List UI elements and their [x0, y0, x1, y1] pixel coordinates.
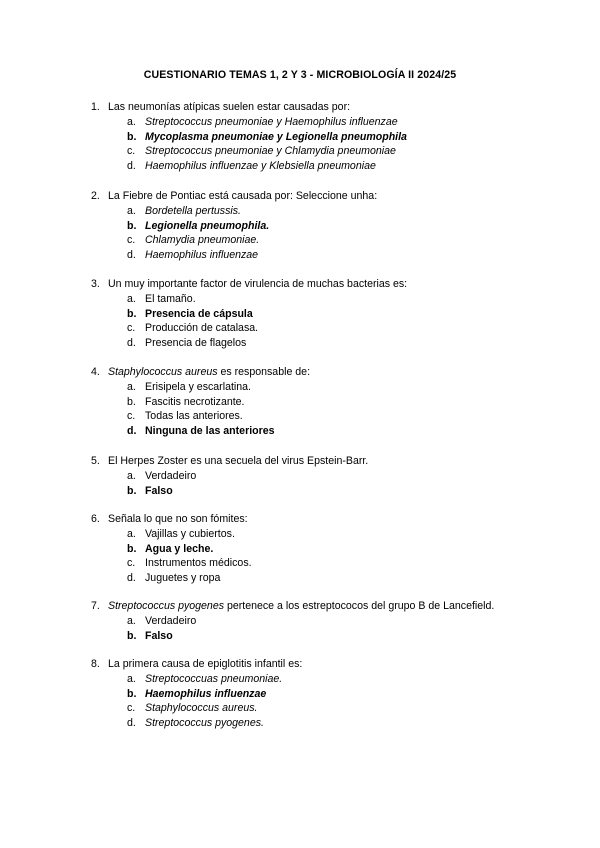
question-text-part: Streptococcus pyogenes [108, 600, 225, 612]
answer-option [91, 701, 551, 716]
option-text: Presencia de flagelos [145, 336, 247, 349]
question-text-part: Staphylococcus aureus [108, 366, 218, 378]
option-text: Falso [145, 484, 173, 497]
option-text: Fascitis necrotizante. [145, 395, 245, 408]
option-letter: b. [127, 307, 137, 320]
option-letter: a. [127, 673, 136, 685]
question-stem [91, 599, 551, 614]
question-text-part: Un muy importante factor de virulencia de muchas bacterias es: [108, 278, 408, 290]
option-text: Producción de catalasa. [145, 322, 259, 335]
document-title: CUESTIONARIO TEMAS 1, 2 Y 3 - MICROBIOLOGÍA II 2024/25 [143, 69, 457, 81]
option-text: Haemophilus influenzae y Klebsiella pneumoniae [145, 159, 376, 172]
option-letter: c. [127, 234, 136, 247]
question-stem [91, 365, 551, 380]
option-letter: c. [127, 145, 136, 158]
option-text: Haemophilus influenzae [145, 248, 259, 261]
option-letter: b. [127, 687, 137, 700]
answer-option [91, 672, 551, 687]
question-1 [91, 100, 551, 173]
option-text: Bordetella pertussis. [145, 205, 241, 217]
answer-option-correct [91, 424, 551, 439]
option-letter: d. [127, 159, 136, 172]
question-number: 5. [91, 455, 100, 467]
question-number: 1. [91, 101, 100, 113]
question-3 [91, 277, 551, 350]
question-stem [91, 454, 551, 469]
question-stem [91, 189, 551, 204]
option-text: Haemophilus influenzae [145, 687, 267, 700]
question-stem [91, 512, 551, 527]
answer-option-correct [91, 130, 551, 145]
answer-option [91, 527, 551, 542]
option-letter: c. [127, 322, 136, 335]
question-text-part: La primera causa de epiglotitis infantil es: [108, 658, 303, 670]
answer-option [91, 571, 551, 586]
option-text: Verdadeiro [145, 615, 197, 627]
question-2 [91, 189, 551, 262]
option-letter: b. [127, 219, 137, 232]
option-text: Streptococcuas pneumoniae. [145, 673, 283, 685]
answer-option [91, 409, 551, 424]
option-text: Todas las anteriores. [145, 410, 243, 423]
option-text: Falso [145, 629, 173, 642]
option-text: Vajillas y cubiertos. [145, 528, 235, 540]
question-text [108, 277, 407, 292]
answer-option-correct [91, 307, 551, 322]
question-number: 8. [91, 658, 100, 670]
answer-option-correct [91, 219, 551, 234]
option-letter: d. [127, 571, 136, 584]
question-number: 6. [91, 513, 100, 525]
question-text-part: La Fiebre de Pontiac está causada por: Seleccione unha: [108, 190, 378, 202]
option-letter: b. [127, 395, 136, 408]
question-text [108, 599, 494, 614]
question-stem [91, 657, 551, 672]
option-letter: d. [127, 248, 136, 261]
question-5 [91, 454, 551, 498]
answer-option [91, 115, 551, 130]
answer-option [91, 336, 551, 351]
option-letter: b. [127, 484, 137, 497]
option-letter: c. [127, 410, 136, 423]
question-text [108, 657, 302, 672]
option-text: Staphylococcus aureus. [145, 702, 258, 715]
question-text-part: Las neumonías atípicas suelen estar causadas por: [108, 101, 351, 113]
answer-option [91, 321, 551, 336]
answer-option [91, 614, 551, 629]
option-text: Ninguna de las anteriores [145, 424, 275, 437]
answer-option [91, 292, 551, 307]
option-letter: c. [127, 702, 136, 715]
option-letter: a. [127, 528, 136, 540]
question-text [108, 365, 310, 380]
answer-option [91, 380, 551, 395]
question-8 [91, 657, 551, 730]
option-letter: a. [127, 116, 136, 128]
option-text: Agua y leche. [145, 542, 214, 555]
answer-option [91, 395, 551, 410]
question-text-part: pertenece a los estreptococos del grupo B de Lancefield. [224, 600, 495, 612]
question-number: 7. [91, 600, 100, 612]
question-stem [91, 277, 551, 292]
question-number: 4. [91, 366, 100, 378]
option-text: Streptococcus pneumoniae y Chlamydia pneumoniae [145, 145, 396, 158]
question-6 [91, 512, 551, 585]
question-text [108, 454, 368, 469]
option-text: Presencia de cápsula [145, 307, 253, 320]
question-number: 2. [91, 190, 100, 202]
question-7 [91, 599, 551, 643]
answer-option-correct [91, 629, 551, 644]
answer-option [91, 204, 551, 219]
option-letter: a. [127, 470, 136, 482]
answer-option [91, 556, 551, 571]
answer-option [91, 159, 551, 174]
question-4 [91, 365, 551, 438]
answer-option [91, 469, 551, 484]
option-text: Streptococcus pyogenes. [145, 716, 264, 729]
option-text: Legionella pneumophila. [145, 219, 270, 232]
question-text [108, 100, 350, 115]
answer-option [91, 233, 551, 248]
option-letter: c. [127, 557, 136, 570]
question-text-part: Señala lo que no son fómites: [108, 513, 248, 525]
option-letter: b. [127, 629, 137, 642]
option-letter: a. [127, 205, 136, 217]
answer-option-correct [91, 484, 551, 499]
option-letter: d. [127, 716, 136, 729]
answer-option [91, 248, 551, 263]
question-stem [91, 100, 551, 115]
option-text: Chlamydia pneumoniae. [145, 234, 260, 247]
question-text [108, 189, 377, 204]
option-letter: a. [127, 293, 136, 305]
option-text: Instrumentos médicos. [145, 557, 252, 570]
option-text: Mycoplasma pneumoniae y Legionella pneumophila [145, 130, 407, 143]
option-text: Verdadeiro [145, 470, 197, 482]
question-text [108, 512, 248, 527]
answer-option [91, 716, 551, 731]
option-letter: b. [127, 542, 137, 555]
option-text: El tamaño. [145, 293, 196, 305]
option-letter: a. [127, 381, 136, 393]
answer-option [91, 144, 551, 159]
option-text: Juguetes y ropa [145, 571, 221, 584]
question-text-part: es responsable de: [217, 366, 311, 378]
option-letter: d. [127, 424, 137, 437]
answer-option-correct [91, 542, 551, 557]
option-text: Streptococcus pneumoniae y Haemophilus influenzae [145, 116, 398, 128]
option-letter: d. [127, 336, 136, 349]
question-text-part: El Herpes Zoster es una secuela del virus Epstein-Barr. [108, 455, 369, 467]
option-letter: b. [127, 130, 137, 143]
option-letter: a. [127, 615, 136, 627]
answer-option-correct [91, 687, 551, 702]
option-text: Erisipela y escarlatina. [145, 381, 251, 393]
question-number: 3. [91, 278, 100, 290]
